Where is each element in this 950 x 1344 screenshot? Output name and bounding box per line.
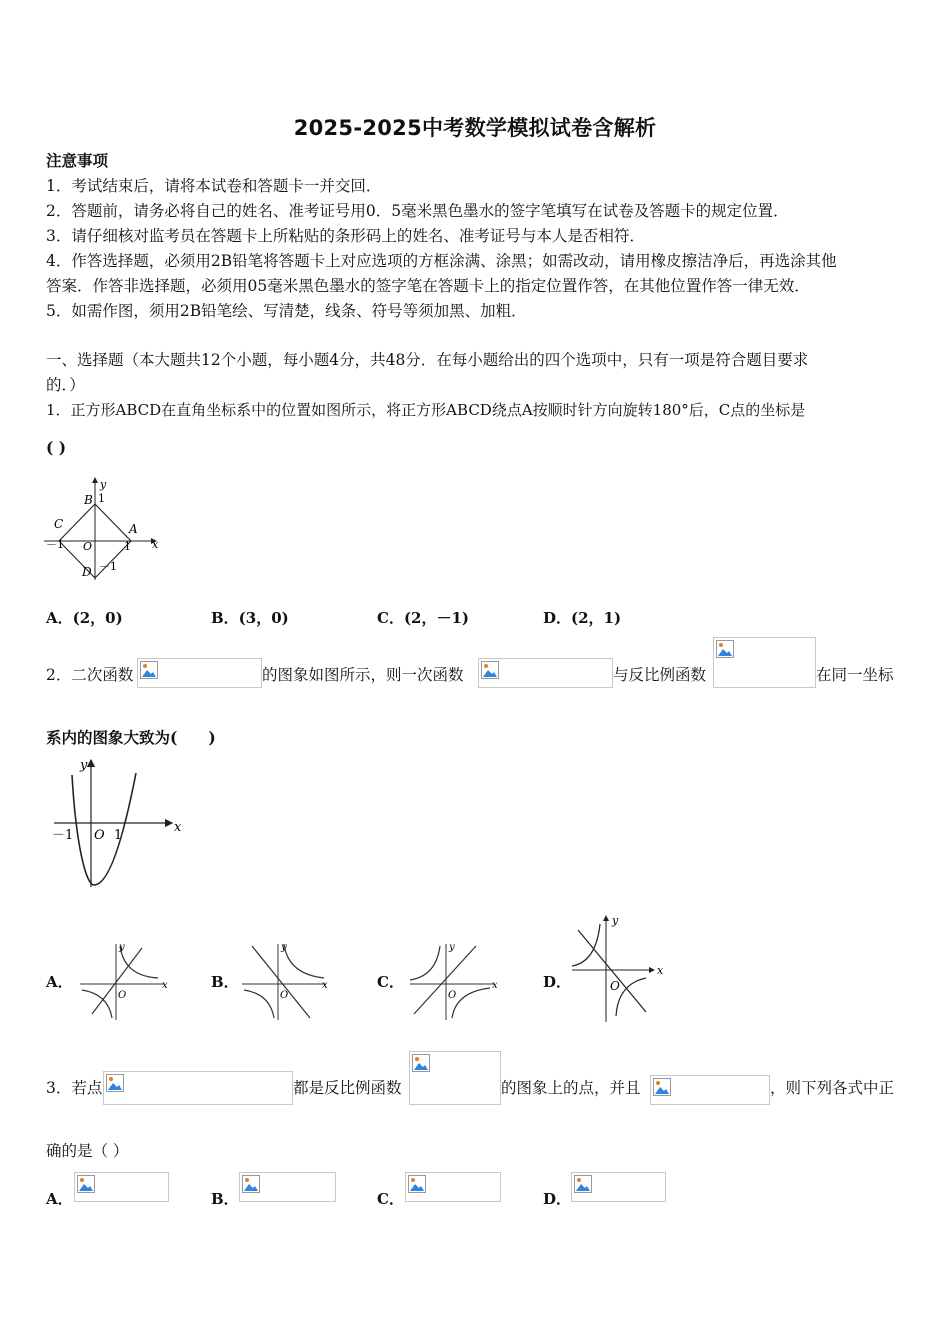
q3-text-2: 都是反比例函数	[293, 1079, 402, 1097]
broken-image-icon	[77, 1175, 95, 1193]
q3-text-3: 的图象上的点，并且	[501, 1079, 641, 1097]
notice-item-2: 2．答题前，请务必将自己的姓名、准考证号用0．5毫米黑色墨水的签字笔填写在试卷及答题卡的规定位置．	[46, 202, 789, 220]
q1-c-label: C	[54, 517, 64, 531]
broken-image-icon	[653, 1078, 671, 1096]
notice-item-4: 4．作答选择题，必须用2B铅笔将答题卡上对应选项的方框涂满、涂黑；如需改动，请用橡皮擦洁净后，再选涂其他	[46, 252, 837, 270]
q2-x-label: x	[174, 820, 182, 835]
section-heading-cont: 的．）	[46, 376, 85, 394]
q3-text-4: ，则下列各式中正	[770, 1079, 895, 1097]
q2-b-origin-label: O	[280, 990, 289, 1001]
q2-option-c-graph[interactable]	[406, 938, 502, 1022]
q2-text-1: 2．二次函数	[46, 666, 134, 684]
q3-formula-points	[103, 1071, 293, 1105]
q2-d-hyperbola-2	[616, 978, 646, 1016]
q2-option-b[interactable]: B．	[211, 973, 239, 991]
q2-one-label: 1	[114, 828, 123, 843]
q2-b-hyperbola-1	[284, 944, 324, 978]
notice-item-4-cont: 答案．作答非选择题，必须用05毫米黑色墨水的签字笔在答题卡上的指定位置作答，在其他位置作答一律无效．	[46, 277, 810, 295]
q2-d-x-label: x	[657, 964, 664, 977]
broken-image-icon	[140, 661, 158, 679]
q1-option-a[interactable]: A．(2，0)	[46, 609, 123, 627]
q1-paren: ( )	[46, 438, 67, 457]
broken-image-icon	[106, 1074, 124, 1092]
q2-d-origin-label: O	[610, 979, 620, 993]
q2-d-line	[578, 930, 646, 1012]
q2-option-c[interactable]: C．	[377, 973, 404, 991]
q2-text-2: 的图象如图所示，则一次函数	[262, 666, 464, 684]
q1-text: 1．正方形ABCD在直角坐标系中的位置如图所示，将正方形ABCD绕点A按顺时针方向旋转180°后，C点的坐标是	[46, 401, 806, 419]
q2-option-a-graph[interactable]	[76, 938, 172, 1022]
q1-origin-label: O	[83, 540, 93, 553]
broken-image-icon	[574, 1175, 592, 1193]
q2-c-hyperbola-1	[410, 946, 440, 980]
q2-a-y-label: y	[119, 942, 125, 953]
q2-b-line	[252, 946, 310, 1018]
notice-item-3: 3．请仔细核对监考员在答题卡上所粘贴的条形码上的姓名、准考证号与本人是否相符．	[46, 227, 645, 245]
q2-option-d[interactable]: D．	[543, 973, 572, 991]
q1-neg-one-y-label: －1	[99, 560, 117, 573]
q3-option-c[interactable]: C．	[377, 1190, 404, 1208]
q1-one-x-label: 1	[124, 540, 131, 553]
q2-y-label: y	[80, 758, 88, 773]
notice-heading: 注意事项	[46, 151, 109, 170]
notice-item-1: 1．考试结束后，请将本试卷和答题卡一并交回．	[46, 177, 382, 195]
broken-image-icon	[716, 640, 734, 658]
q2-c-y-label: y	[449, 942, 455, 953]
q2-a-x-label: x	[162, 980, 168, 991]
q2-neg-one-label: －1	[52, 828, 74, 843]
q1-option-b[interactable]: B．(3，0)	[211, 609, 289, 627]
q2-c-x-label: x	[492, 980, 498, 991]
q2-parabola-figure	[48, 755, 188, 890]
q1-d-label: D	[82, 565, 92, 579]
q2-a-hyperbola-1	[120, 946, 158, 978]
q3-option-a[interactable]: A．	[46, 1190, 73, 1208]
page-title: 2025-2025中考数学模拟试卷含解析	[293, 116, 657, 140]
q1-y-label: y	[100, 478, 107, 491]
q2-c-origin-label: O	[448, 990, 457, 1001]
q2-d-y-label: y	[612, 914, 619, 927]
q2-formula-quadratic	[137, 658, 262, 688]
q1-b-label: B	[84, 493, 93, 507]
q1-option-c[interactable]: C．(2，－1)	[377, 609, 470, 627]
q3-option-c-formula[interactable]	[405, 1172, 501, 1202]
q1-neg-one-x-label: －1	[46, 538, 64, 551]
q2-origin-label: O	[94, 828, 105, 843]
broken-image-icon	[408, 1175, 426, 1193]
q2-option-b-graph[interactable]	[238, 938, 334, 1022]
q2-a-line	[92, 948, 142, 1014]
q2-text-3: 与反比例函数	[613, 666, 707, 684]
q3-option-d-formula[interactable]	[571, 1172, 666, 1202]
q2-b-y-label: y	[281, 942, 287, 953]
q2-text-line2: 系内的图象大致为( )	[46, 728, 216, 747]
q3-formula-inverse	[409, 1051, 501, 1105]
q1-one-y-label: 1	[98, 492, 105, 505]
q1-x-label: x	[152, 538, 159, 551]
q2-formula-linear	[478, 658, 613, 688]
q3-option-b-formula[interactable]	[239, 1172, 336, 1202]
q1-a-label: A	[129, 522, 138, 536]
q3-text-1: 3．若点	[46, 1079, 103, 1097]
broken-image-icon	[242, 1175, 260, 1193]
section-heading: 一、选择题（本大题共12个小题，每小题4分，共48分．在每小题给出的四个选项中，只有一项是符合题目要求	[46, 351, 809, 369]
q2-d-hyperbola-1	[572, 924, 600, 966]
q3-formula-condition	[650, 1075, 770, 1105]
q2-b-hyperbola-2	[244, 990, 274, 1018]
broken-image-icon	[481, 661, 499, 679]
q2-option-a[interactable]: A．	[46, 973, 73, 991]
q2-option-d-graph[interactable]	[568, 912, 670, 1024]
q2-b-x-label: x	[322, 980, 328, 991]
broken-image-icon	[412, 1054, 430, 1072]
notice-item-5: 5．如需作图，须用2B铅笔绘、写清楚，线条、符号等须加黑、加粗．	[46, 302, 527, 320]
q3-option-a-formula[interactable]	[74, 1172, 169, 1202]
q3-text-line2: 确的是（ ）	[46, 1142, 129, 1160]
q2-formula-inverse	[713, 637, 816, 688]
q2-c-hyperbola-2	[452, 988, 490, 1018]
q1-figure	[42, 472, 172, 584]
q3-option-d[interactable]: D．	[543, 1190, 572, 1208]
q3-option-b[interactable]: B．	[211, 1190, 239, 1208]
q2-a-origin-label: O	[118, 990, 127, 1001]
q2-text-4: 在同一坐标	[816, 666, 894, 684]
q1-option-d[interactable]: D．(2，1)	[543, 609, 622, 627]
q2-c-line	[414, 946, 476, 1014]
